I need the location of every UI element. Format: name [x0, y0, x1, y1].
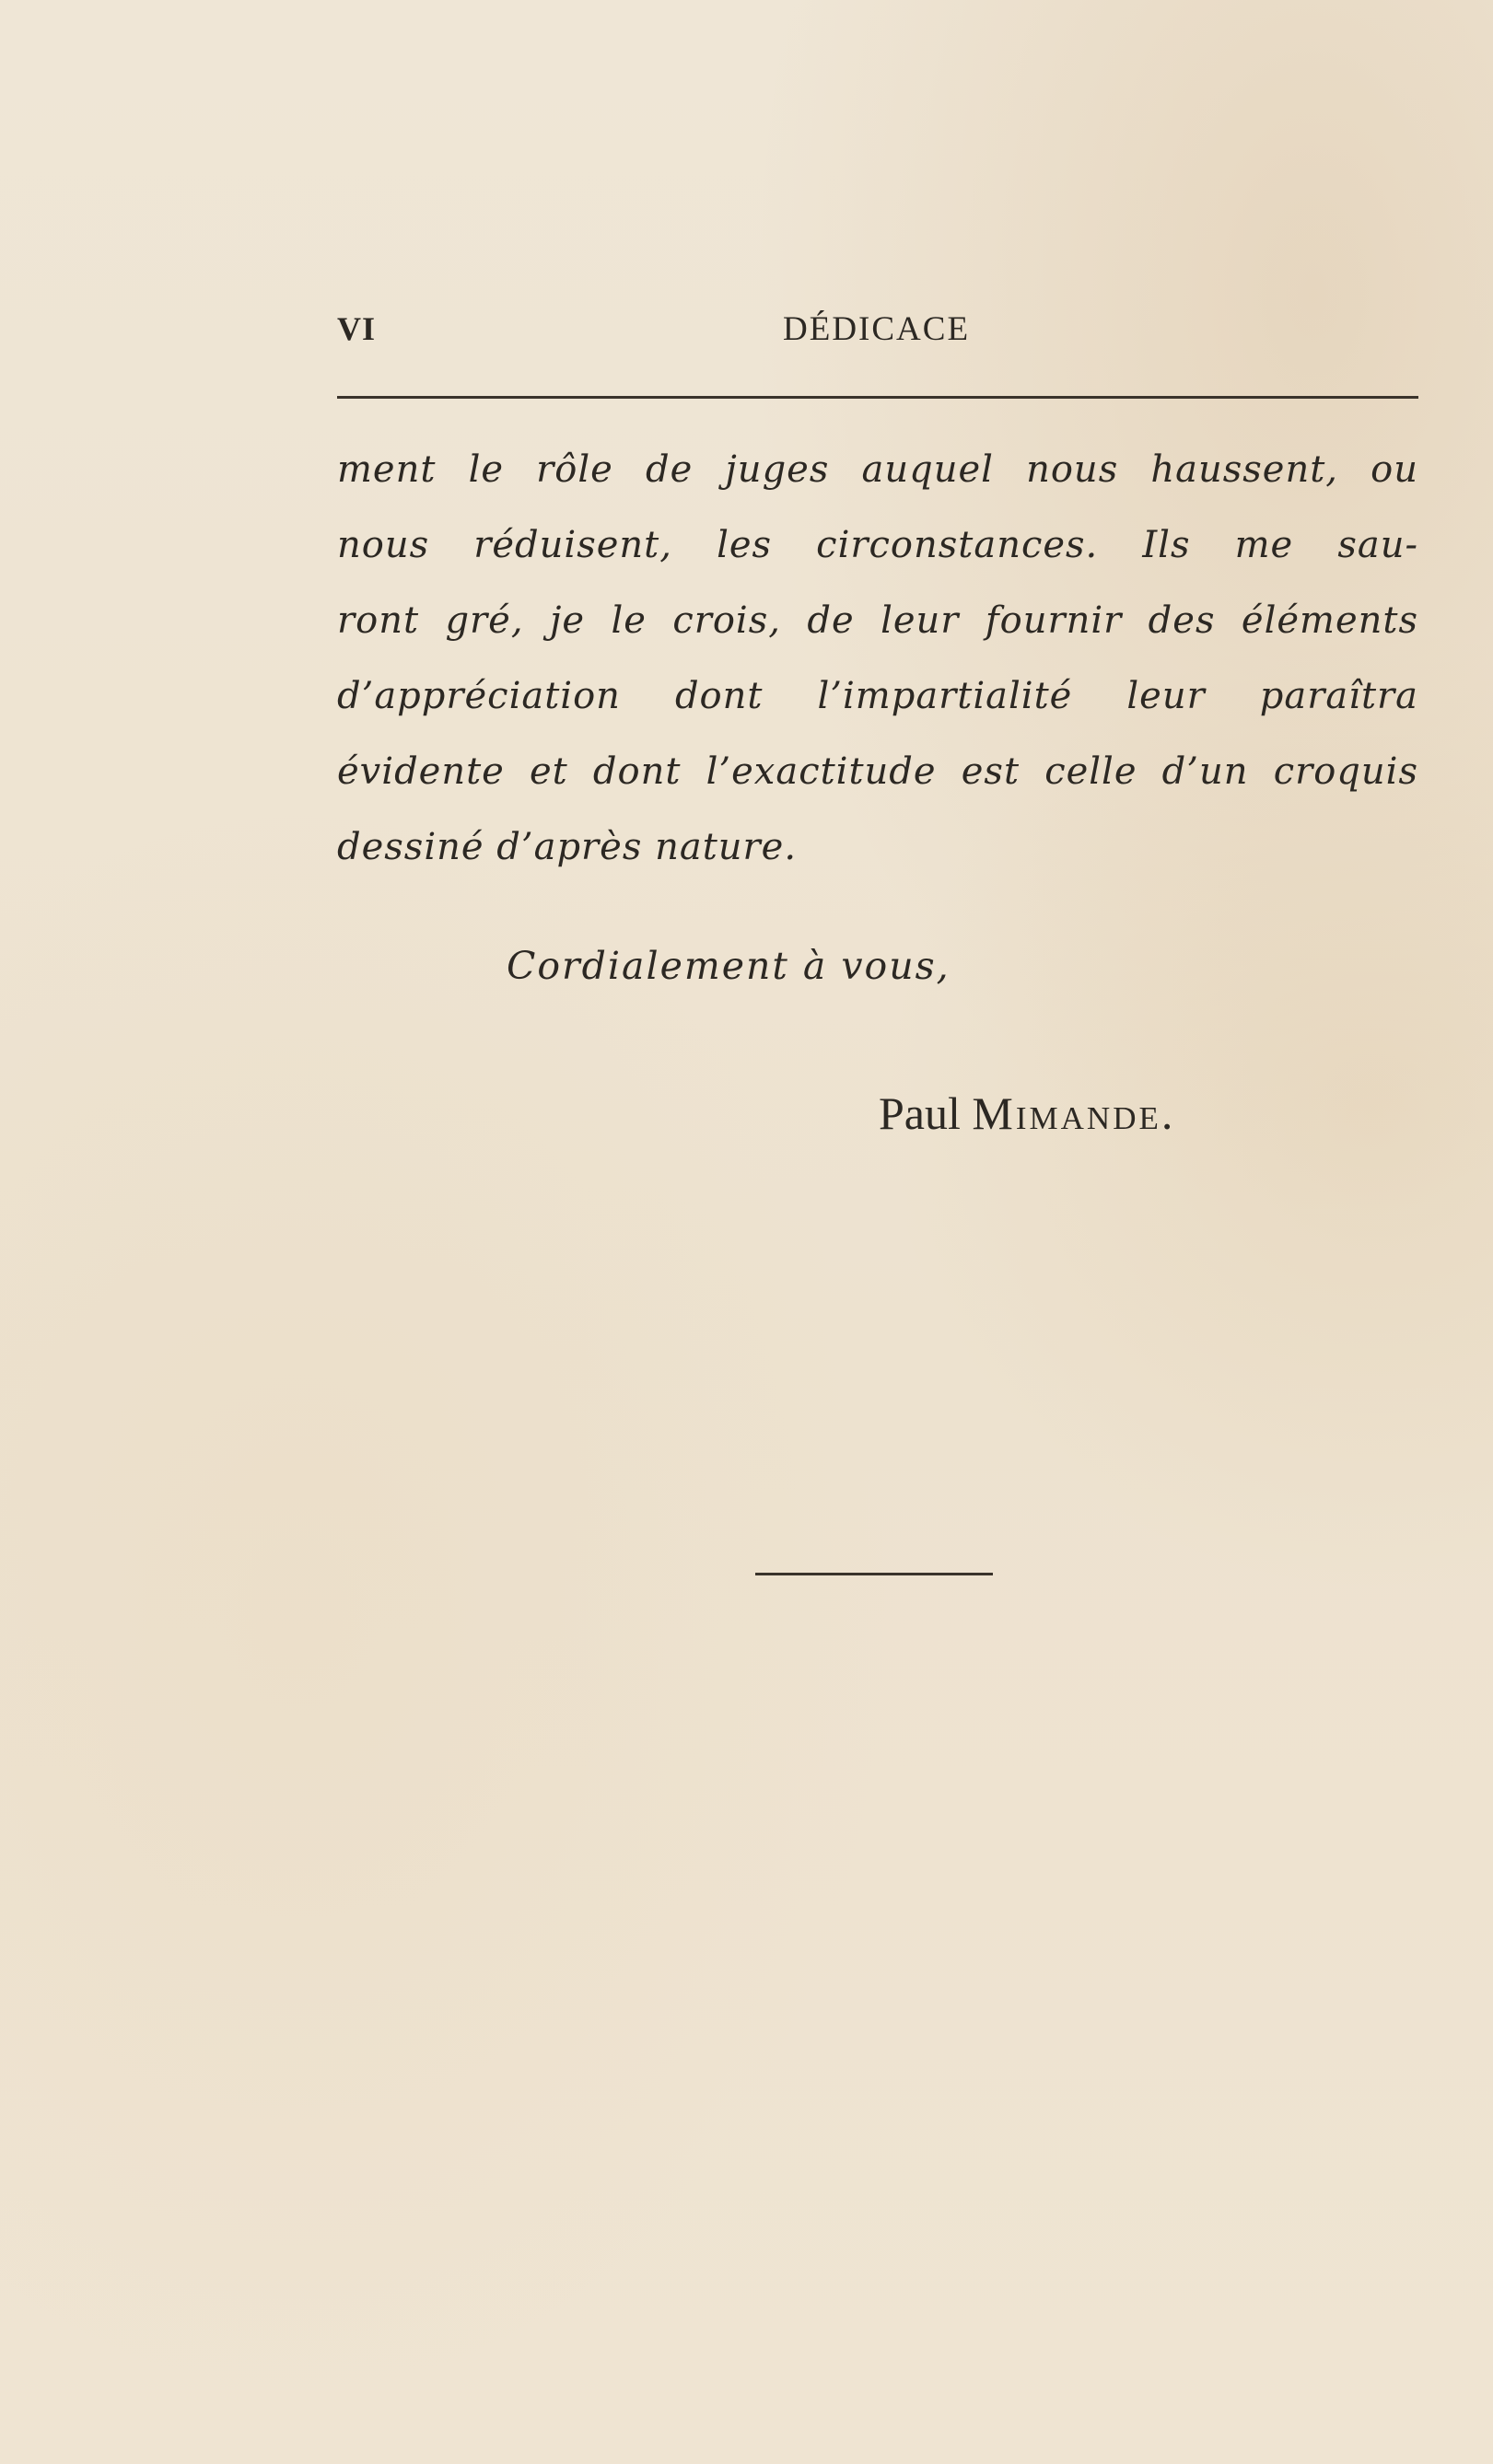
closing-salutation: Cordialement à vous, [507, 944, 951, 988]
signature-last-name: Mimande. [972, 1087, 1176, 1139]
signature-first-name: Paul [879, 1087, 961, 1139]
running-title: DÉDICACE [783, 310, 971, 348]
text-line: d’appréciation dont l’impartialité leur paraîtra [337, 675, 1418, 717]
header-rule [337, 396, 1418, 399]
signature [879, 1087, 1175, 1140]
end-ornament-rule [755, 1573, 993, 1575]
body-paragraph [337, 437, 1418, 890]
text-line: dessiné d’après nature. [337, 826, 798, 868]
running-head [337, 309, 1418, 355]
text-line: ment le rôle de juges auquel nous haussent, ou [337, 448, 1418, 491]
text-line: évidente et dont l’exactitude est celle d’un croquis [337, 750, 1418, 793]
text-line: ront gré, je le crois, de leur fournir des éléments [337, 599, 1418, 642]
page-number: VI [337, 310, 377, 347]
text-line: nous réduisent, les circonstances. Ils me sau- [337, 524, 1418, 566]
